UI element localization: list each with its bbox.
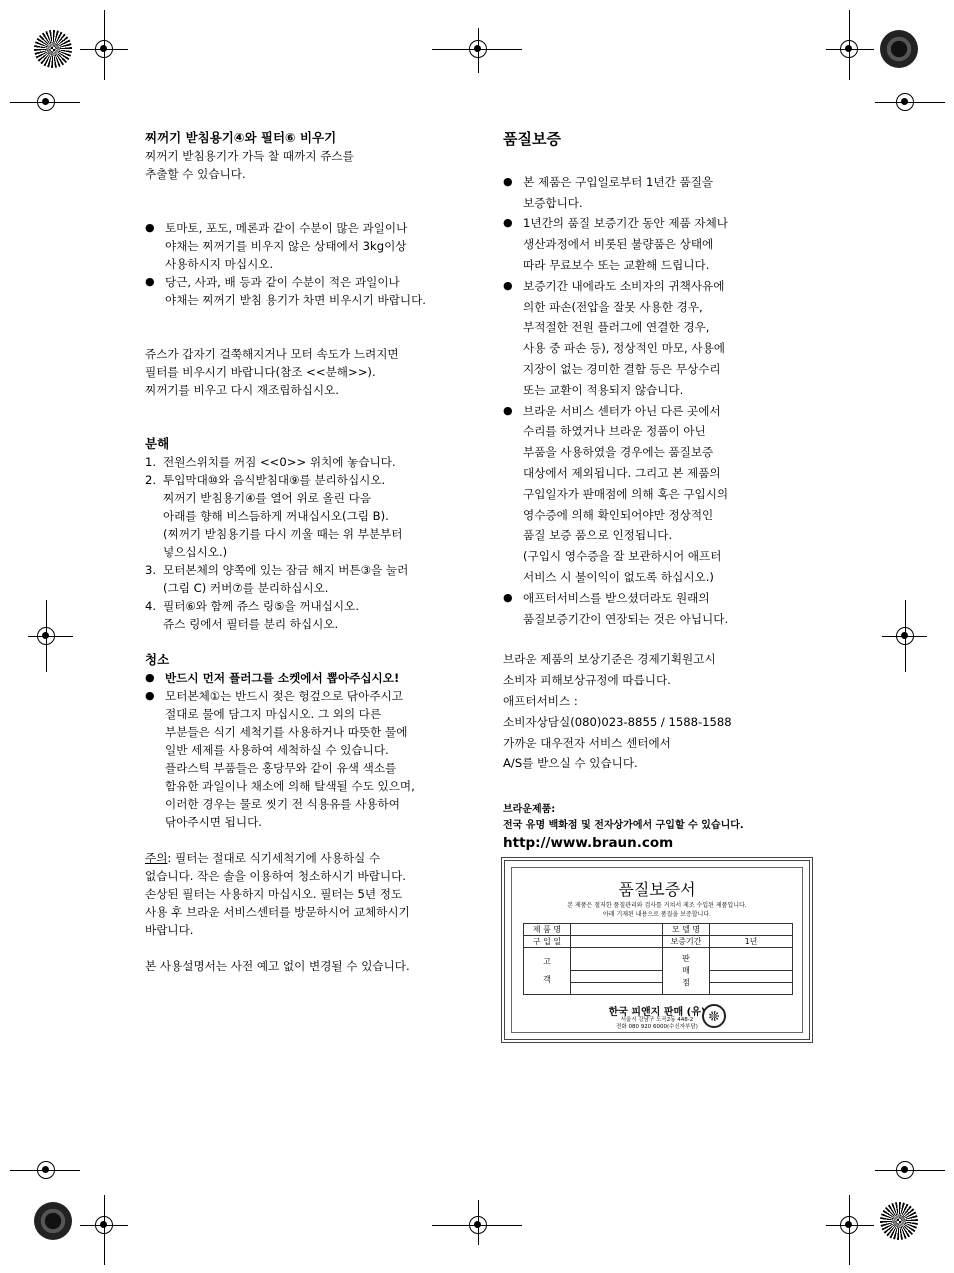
bullet-list — [145, 669, 490, 831]
text-line: 전원스위치를 꺼짐 <<0>> 위치에 놓습니다. — [163, 455, 396, 469]
crop-line — [10, 1170, 80, 1171]
text-line: 애프터서비스 : — [503, 693, 578, 708]
text-line: 점 — [682, 978, 690, 987]
crop-line — [104, 1195, 105, 1265]
text-line: 절대로 물에 담그지 마십시오. 그 외의 다른 — [165, 707, 382, 721]
text-line: 필터를 비우시기 바랍니다(참조 <<분해>>). — [145, 365, 376, 379]
text-line: 품질 보증 품으로 인정됩니다. — [523, 528, 673, 543]
table-row — [524, 948, 793, 971]
numbered-list — [145, 453, 490, 633]
warning-text: ● 반드시 먼저 플러그를 소켓에서 뽑아주십시오! — [165, 671, 400, 685]
company-name: 한국 피앤지 판매 (유) — [608, 1007, 706, 1018]
company-seal-icon — [702, 1004, 726, 1028]
text-line: 브라운 제품의 보상기준은 경제기획원고시 — [503, 652, 716, 667]
braun-website-link[interactable]: http://www.braun.com — [503, 835, 674, 852]
crop-line — [432, 49, 522, 50]
crop-line — [849, 1195, 850, 1265]
text-line: 매 — [682, 966, 690, 975]
text-line: 고 — [543, 957, 551, 966]
value-cell[interactable] — [571, 924, 663, 936]
value-cell[interactable] — [571, 983, 663, 995]
value-cell[interactable] — [710, 971, 793, 983]
value-cell[interactable] — [710, 924, 793, 936]
text-line: 함유한 과일이나 채소에 의해 탈색될 수도 있으며, — [165, 779, 415, 793]
list-item — [145, 669, 490, 687]
text-line: 가까운 대우전자 서비스 센터에서 — [503, 735, 671, 750]
text-line: 영수증에 의해 확인되어야만 정상적인 — [523, 507, 714, 522]
text-line: 찌꺼기 받침용기가 가득 찰 때까지 쥬스를 — [145, 149, 354, 163]
list-item — [145, 453, 490, 471]
note-label: 주의 — [145, 851, 168, 865]
color-wheel-mark-bottom-right — [880, 1202, 918, 1240]
density-disc-mark-bottom-left — [34, 1202, 72, 1240]
text-line: ● 1년간의 품질 보증기간 동안 제품 자체나 — [523, 216, 728, 231]
text-line: 구입일자가 판매점에 의해 혹은 구입시의 — [523, 486, 729, 501]
disclaimer: 본 사용설명서는 사전 예고 없이 변경될 수 있습니다. — [145, 959, 410, 973]
section-title-disassembly: 분해 — [145, 436, 170, 451]
card-table — [523, 923, 793, 995]
value-cell[interactable] — [571, 948, 663, 971]
list-item — [145, 471, 490, 561]
list-item — [503, 401, 803, 588]
crop-line — [826, 49, 874, 50]
crop-line — [432, 1225, 522, 1226]
crop-line — [10, 102, 80, 103]
text-line: 투입막대⑩와 음식받침대⑨를 분리하십시오. — [163, 473, 386, 487]
label-cell: 보증기간 — [663, 936, 710, 948]
text-line: ● 애프터서비스를 받으셨더라도 원래의 — [523, 590, 710, 605]
text-line: 소비자 피해보상규정에 따릅니다. — [503, 673, 671, 688]
table-row — [524, 936, 793, 948]
text-line: 추출할 수 있습니다. — [145, 167, 246, 181]
text-line: 없습니다. 작은 솔을 이용하여 청소하시기 바랍니다. — [145, 869, 406, 883]
text-line: 아래를 향해 비스듬하게 꺼내십시오(그림 B). — [163, 509, 389, 523]
card-title: 품질보증서 — [618, 880, 696, 899]
text-line: 의한 파손(전압을 잘못 사용한 경우, — [523, 299, 703, 314]
crop-line — [826, 1225, 874, 1226]
crop-line — [905, 600, 906, 672]
text-line: 서비스 시 불이익이 없도록 하십시오.) — [523, 569, 714, 584]
company-phone: 전화 080 920 6000(수신자부담) — [616, 1024, 698, 1030]
text-line: (구입시 영수증을 잘 보관하시어 애프터 — [523, 549, 722, 564]
label-cell: 모 델 명 — [663, 924, 710, 936]
text-line: ● 모터본체①는 반드시 젖은 헝겊으로 닦아주시고 — [165, 689, 403, 703]
text-line: 플라스틱 부품들은 홍당무와 같이 유색 색소를 — [165, 761, 397, 775]
text-line: ● 당근, 사과, 배 등과 같이 수분이 적은 과일이나 — [165, 275, 400, 289]
text-line: 사용 후 브라운 서비스센터를 방문하시어 교체하시기 — [145, 905, 410, 919]
crop-line — [478, 28, 479, 73]
list-item — [145, 219, 490, 273]
text-line: 부분들은 식기 세척기를 사용하거나 따뜻한 물에 — [165, 725, 408, 739]
text-line: 부품을 사용하였을 경우에는 품질보증 — [523, 445, 714, 460]
value-cell[interactable] — [571, 936, 663, 948]
text-line: : 필터는 절대로 식기세척기에 사용하실 수 — [167, 851, 381, 865]
table-row — [524, 924, 793, 936]
crop-line — [478, 1200, 479, 1245]
section-title-cleaning: 청소 — [145, 652, 170, 667]
list-item — [145, 687, 490, 831]
value-cell: 1년 — [710, 936, 793, 948]
text-line: 넣으십시오.) — [163, 545, 228, 559]
crop-line — [104, 10, 105, 80]
list-item — [503, 588, 803, 630]
card-subtitle: 본 제품은 철저한 품질관리와 검사를 거쳐서 제조 수입된 제품입니다. — [567, 902, 747, 909]
text-line: 닦아주시면 됩니다. — [165, 815, 262, 829]
text-line: 품질보증기간이 연장되는 것은 아닙니다. — [523, 611, 729, 626]
list-item — [145, 597, 490, 633]
text-line: 쥬스가 갑자기 걸쭉해지거나 모터 속도가 느려지면 — [145, 347, 399, 361]
text-line: 바랍니다. — [145, 923, 194, 937]
section-title-emptying: 찌꺼기 받침용기④와 필터⑥ 비우기 — [145, 130, 337, 145]
color-wheel-mark-top-left — [34, 30, 72, 68]
text-line: 사용 중 파손 등), 정상적인 마모, 사용에 — [523, 341, 726, 356]
item-number: 1. — [145, 455, 157, 469]
service-phone: 소비자상담실(080)023-8855 / 1588-1588 — [503, 714, 732, 729]
text-line: 판 — [682, 954, 690, 963]
list-item — [145, 561, 490, 597]
text-line: ● 토마토, 포도, 메론과 같이 수분이 많은 과일이나 — [165, 221, 408, 235]
text-line: ● 브라운 서비스 센터가 아닌 다른 곳에서 — [523, 403, 721, 418]
item-number: 3. — [145, 563, 157, 577]
text-line: 보증합니다. — [523, 195, 583, 210]
text-line: 야채는 찌꺼기 받침 용기가 차면 비우시기 바랍니다. — [165, 293, 426, 307]
text-line: (그림 C) 커버⑦를 분리하십시오. — [163, 581, 329, 595]
customer-label — [524, 948, 571, 995]
text-line: 이러한 경우는 물로 씻기 전 식용유를 사용하여 — [165, 797, 400, 811]
text-line: 대상에서 제외됩니다. 그리고 본 제품의 — [523, 465, 721, 480]
bullet-list — [503, 172, 803, 630]
right-column — [503, 129, 803, 852]
list-item — [503, 276, 803, 401]
text-line: 일반 세제를 사용하여 세척하실 수 있습니다. — [165, 743, 389, 757]
text-line: ● 보증기간 내에라도 소비자의 귀책사유에 — [523, 278, 725, 293]
value-cell[interactable] — [571, 971, 663, 983]
text-line: A/S를 받으실 수 있습니다. — [503, 756, 638, 771]
bullet-list — [145, 219, 490, 309]
value-cell[interactable] — [710, 948, 793, 971]
text-line: 지장이 없는 경미한 결함 등은 무상수리 — [523, 361, 721, 376]
seller-label — [663, 948, 710, 995]
text-line: 부적절한 전원 플러그에 연결한 경우, — [523, 320, 710, 335]
crop-line — [875, 102, 945, 103]
text-line: (찌꺼기 받침용기를 다시 끼울 때는 위 부분부터 — [163, 527, 403, 541]
text-line: 모터본체의 양쪽에 있는 잠금 해지 버튼③을 눌러 — [163, 563, 409, 577]
text-line: 찌꺼기를 비우고 다시 재조립하십시오. — [145, 383, 339, 397]
text-line: ● 본 제품은 구입일로부터 1년간 품질을 — [523, 174, 714, 189]
density-disc-mark-top-right — [880, 30, 918, 68]
text-line: 객 — [543, 975, 551, 984]
note-paragraph — [145, 849, 490, 867]
list-item — [145, 273, 490, 309]
text-line: 찌꺼기 받침용기④를 열어 위로 올린 다음 — [163, 491, 372, 505]
text-line: 필터⑥와 함께 쥬스 링⑤을 꺼내십시오. — [163, 599, 360, 613]
text-line: 손상된 필터는 사용하지 마십시오. 필터는 5년 정도 — [145, 887, 403, 901]
company-address: 서울시 강남구 도곡2동 448-2 — [620, 1017, 694, 1023]
list-item — [503, 213, 803, 275]
text-line: 따라 무료보수 또는 교환해 드립니다. — [523, 257, 710, 272]
left-column — [145, 129, 490, 975]
crop-line — [849, 10, 850, 80]
text-line: 사용하시지 마십시오. — [165, 257, 274, 271]
text-line: 쥬스 링에서 필터를 분리 하십시오. — [163, 617, 339, 631]
list-item — [503, 172, 803, 214]
label-cell: 제 품 명 — [524, 924, 571, 936]
buy-label: 브라운제품: — [503, 804, 556, 816]
card-subtitle: 아래 기재된 내용으로 품질을 보증합니다. — [602, 911, 712, 918]
value-cell[interactable] — [710, 983, 793, 995]
crop-line — [875, 1170, 945, 1171]
buy-text: 전국 유명 백화점 및 전자상가에서 구입할 수 있습니다. — [503, 820, 744, 832]
text-line: 야채는 찌꺼기를 비우지 않은 상태에서 3kg이상 — [165, 239, 407, 253]
crop-line — [46, 600, 47, 672]
item-number: 2. — [145, 473, 157, 487]
text-line: 생산과정에서 비롯된 불량품은 상태에 — [523, 237, 714, 252]
text-line: 수리를 하였거나 브라운 정품이 아닌 — [523, 424, 706, 439]
label-cell: 구 입 일 — [524, 936, 571, 948]
section-title-warranty: 품질보증 — [503, 130, 561, 148]
item-number: 4. — [145, 599, 157, 613]
text-line: 또는 교환이 적용되지 않습니다. — [523, 382, 684, 397]
warranty-card — [501, 857, 813, 1043]
crop-line — [28, 636, 73, 637]
